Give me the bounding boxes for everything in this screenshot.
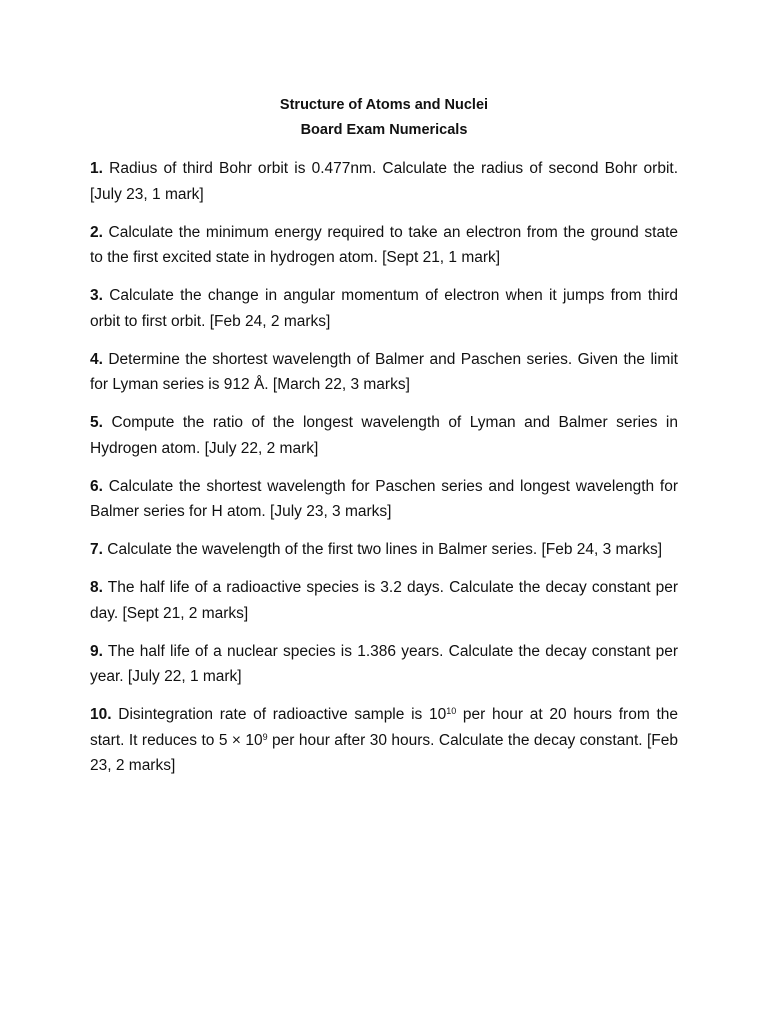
question-text-part1: Disintegration rate of radioactive sample is 10 xyxy=(118,706,447,723)
question-text: Radius of third Bohr orbit is 0.477nm. Calculate the radius of second Bohr orbit. [July 23, 1 mark] xyxy=(90,160,678,203)
question-number: 7. xyxy=(90,541,103,558)
question-text: Compute the ratio of the longest wavelength of Lyman and Balmer series in Hydrogen atom. [July 22, 2 mark] xyxy=(90,414,678,457)
question-number: 4. xyxy=(90,350,103,368)
question-text-part3: per hour after 30 hours. Calculate the decay constant. [Feb 23, 2 marks] xyxy=(90,731,678,774)
question-item xyxy=(90,410,678,461)
question-item xyxy=(90,474,678,525)
question-number: 1. xyxy=(90,160,103,177)
question-item xyxy=(90,575,678,626)
exponent-superscript: 10 xyxy=(446,706,457,716)
question-item xyxy=(90,639,678,690)
question-item xyxy=(90,702,678,779)
question-text: The half life of a nuclear species is 1.386 years. Calculate the decay constant per year. [July 22, 1 mark] xyxy=(90,642,678,685)
question-number: 2. xyxy=(90,223,103,241)
question-item xyxy=(90,283,678,334)
question-text: Calculate the wavelength of the first two lines in Balmer series. [Feb 24, 3 marks] xyxy=(107,541,663,558)
question-text: Calculate the change in angular momentum of electron when it jumps from third orbit to first orbit. [Feb 24, 2 marks] xyxy=(90,287,678,330)
question-text: The half life of a radioactive species is 3.2 days. Calculate the decay constant per day. [Sept 21, 2 marks] xyxy=(90,579,678,622)
question-text: Calculate the minimum energy required to take an electron from the ground state to the first excited state in hydrogen atom. [Sept 21, 1 mark] xyxy=(90,223,678,266)
question-text: Determine the shortest wavelength of Balmer and Paschen series. Given the limit for Lyman series is 912 Å. [March 22, 3 marks] xyxy=(90,350,678,393)
question-item xyxy=(90,347,678,398)
question-number: 9. xyxy=(90,642,103,660)
exponent-superscript: 9 xyxy=(262,731,268,742)
question-item xyxy=(90,156,678,207)
question-number: 3. xyxy=(90,287,103,304)
document-subtitle: Board Exam Numericals xyxy=(300,122,468,138)
document-title: Structure of Atoms and Nuclei xyxy=(279,97,489,113)
question-number: 10. xyxy=(90,706,112,723)
question-number: 6. xyxy=(90,477,103,495)
title-block xyxy=(0,93,768,143)
question-item xyxy=(90,220,678,271)
question-text: Calculate the shortest wavelength for Paschen series and longest wavelength for Balmer series for H atom. [July 23, 3 marks] xyxy=(90,477,678,520)
question-number: 8. xyxy=(90,579,103,596)
question-list xyxy=(90,156,678,791)
question-text-part2: per hour at 20 hours from the start. It reduces to 5 × 10 xyxy=(90,706,678,749)
question-item xyxy=(90,537,678,563)
question-number: 5. xyxy=(90,414,103,431)
